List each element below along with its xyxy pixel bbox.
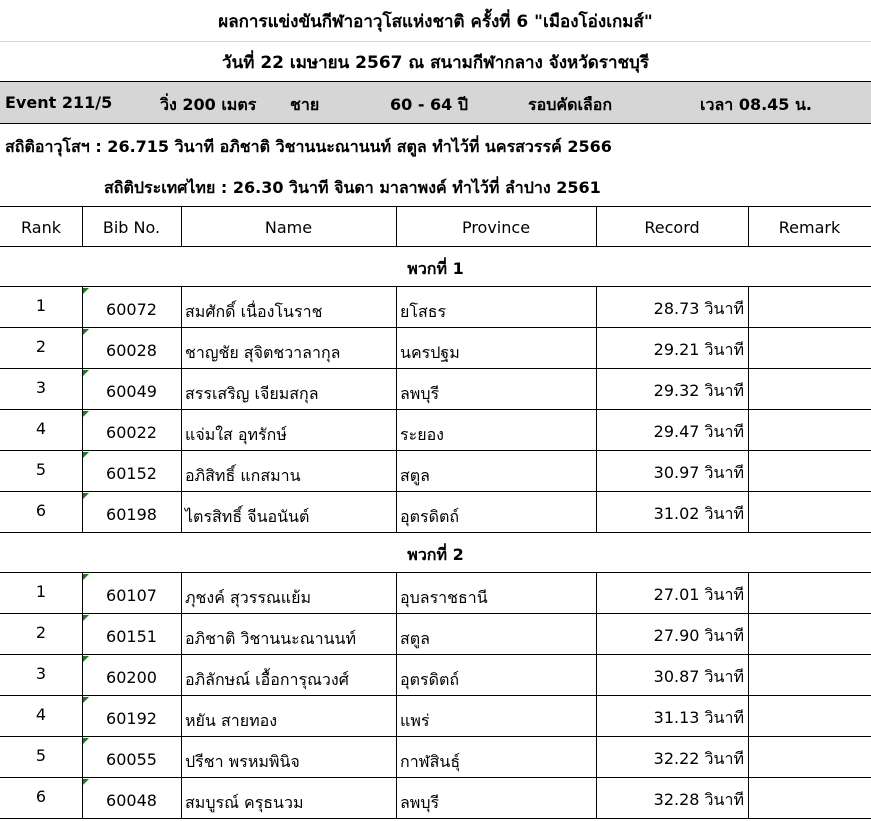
- cell-bib: 60107: [106, 586, 157, 605]
- cell-name: อภิชาติ วิชานนะณานนท์: [185, 629, 357, 648]
- cell-marker-icon: [83, 452, 89, 458]
- cell-province: อุตรดิตถ์: [400, 507, 460, 526]
- cell-province: สตูล: [400, 466, 430, 485]
- group-label: พวกที่ 2: [407, 545, 464, 564]
- cell-record: 32.22 วินาที: [653, 749, 744, 768]
- cell-province: อุตรดิตถ์: [400, 670, 460, 689]
- cell-marker-icon: [83, 738, 89, 744]
- cell-record: 29.21 วินาที: [653, 340, 744, 359]
- cell-marker-icon: [83, 288, 89, 294]
- cell-name: ไตรสิทธิ์ จีนอนันต์: [185, 507, 310, 526]
- event-gender: ชาย: [290, 95, 320, 114]
- cell-record: 30.87 วินาที: [653, 667, 744, 686]
- cell-rank: 4: [35, 419, 47, 438]
- cell-record: 27.01 วินาที: [653, 585, 744, 604]
- cell-name: อภิสิทธิ์ แกสมาน: [185, 466, 301, 485]
- cell-rank: 5: [35, 746, 47, 765]
- cell-record: 30.97 วินาที: [653, 463, 744, 482]
- cell-record: 31.13 วินาที: [653, 708, 744, 727]
- column-header-rank: Rank: [21, 217, 61, 237]
- senior-record: สถิติอาวุโสฯ : 26.715 วินาที อภิชาติ วิชานนะณานนท์ สตูล ทำไว้ที่ นครสวรรค์ 2566: [5, 137, 612, 156]
- cell-bib: 60152: [106, 464, 157, 483]
- cell-record: 28.73 วินาที: [653, 299, 744, 318]
- cell-bib: 60022: [106, 423, 157, 442]
- cell-name: หยัน สายทอง: [185, 711, 278, 730]
- national-record-row: [0, 165, 871, 206]
- cell-rank: 2: [35, 337, 47, 356]
- cell-name: ชาญชัย สุจิตชวาลากุล: [185, 343, 341, 362]
- cell-province: ระยอง: [400, 425, 444, 444]
- national-record: สถิติประเทศไทย : 26.30 วินาที จินดา มาลาพงค์ ทำไว้ที่ ลำปาง 2561: [104, 178, 601, 197]
- cell-marker-icon: [83, 370, 89, 376]
- cell-bib: 60048: [106, 791, 157, 810]
- cell-name: อภิลักษณ์ เอื้อการุณวงศ์: [185, 670, 349, 689]
- cell-rank: 6: [35, 501, 47, 520]
- column-header-bib: Bib No.: [102, 217, 161, 237]
- cell-marker-icon: [83, 656, 89, 662]
- cell-marker-icon: [83, 779, 89, 785]
- event-round: รอบคัดเลือก: [528, 95, 613, 114]
- column-header-remark: Remark: [778, 217, 841, 237]
- cell-rank: 3: [35, 664, 47, 683]
- column-header-name: Name: [264, 217, 313, 237]
- cell-record: 27.90 วินาที: [653, 626, 744, 645]
- cell-province: กาฬสินธุ์: [400, 752, 461, 771]
- column-header-record: Record: [644, 217, 700, 237]
- event-time: เวลา 08.45 น.: [700, 95, 813, 114]
- cell-bib: 60049: [106, 382, 157, 401]
- cell-bib: 60198: [106, 505, 157, 524]
- cell-bib: 60200: [106, 668, 157, 687]
- cell-province: นครปฐม: [400, 343, 460, 362]
- cell-record: 29.32 วินาที: [653, 381, 744, 400]
- cell-rank: 1: [35, 582, 47, 601]
- cell-province: สตูล: [400, 629, 430, 648]
- cell-rank: 1: [35, 296, 47, 315]
- cell-province: อุบลราชธานี: [400, 588, 488, 607]
- cell-marker-icon: [83, 493, 89, 499]
- senior-record-row: [0, 124, 871, 165]
- cell-name: สมบูรณ์ ครุธนวม: [185, 793, 304, 812]
- event-discipline: วิ่ง 200 เมตร: [160, 95, 257, 114]
- cell-bib: 60192: [106, 709, 157, 728]
- cell-marker-icon: [83, 574, 89, 580]
- cell-record: 32.28 วินาที: [653, 790, 744, 809]
- event-code: Event 211/5: [5, 93, 113, 112]
- cell-province: ลพบุรี: [400, 384, 440, 403]
- column-header-province: Province: [461, 217, 531, 237]
- cell-province: ยโสธร: [400, 302, 447, 321]
- page-subtitle: วันที่ 22 เมษายน 2567 ณ สนามกีฬากลาง จังหวัดราชบุรี: [222, 52, 649, 73]
- cell-bib: 60028: [106, 341, 157, 360]
- cell-rank: 6: [35, 787, 47, 806]
- cell-rank: 2: [35, 623, 47, 642]
- group-label: พวกที่ 1: [407, 259, 464, 278]
- cell-province: ลพบุรี: [400, 793, 440, 812]
- cell-name: ภุชงค์ สุวรรณแย้ม: [185, 588, 312, 607]
- page-title: ผลการแข่งขันกีฬาอาวุโสแห่งชาติ ครั้งที่ 6 "เมืองโอ่งเกมส์": [218, 11, 653, 32]
- cell-bib: 60151: [106, 627, 157, 646]
- cell-marker-icon: [83, 329, 89, 335]
- cell-province: แพร่: [400, 711, 430, 730]
- cell-record: 29.47 วินาที: [653, 422, 744, 441]
- cell-bib: 60055: [106, 750, 157, 769]
- event-bar: [0, 82, 871, 123]
- cell-name: ปรีชา พรหมพินิจ: [185, 752, 300, 771]
- cell-name: สมศักดิ์ เนื่องโนราช: [185, 302, 323, 321]
- cell-marker-icon: [83, 411, 89, 417]
- cell-name: สรรเสริญ เจียมสกุล: [185, 384, 319, 403]
- cell-rank: 5: [35, 460, 47, 479]
- cell-name: แจ่มใส อุทรักษ์: [185, 425, 287, 444]
- cell-record: 31.02 วินาที: [653, 504, 744, 523]
- cell-bib: 60072: [106, 300, 157, 319]
- event-age: 60 - 64 ปี: [390, 95, 469, 114]
- cell-marker-icon: [83, 615, 89, 621]
- cell-rank: 4: [35, 705, 47, 724]
- cell-rank: 3: [35, 378, 47, 397]
- cell-marker-icon: [83, 697, 89, 703]
